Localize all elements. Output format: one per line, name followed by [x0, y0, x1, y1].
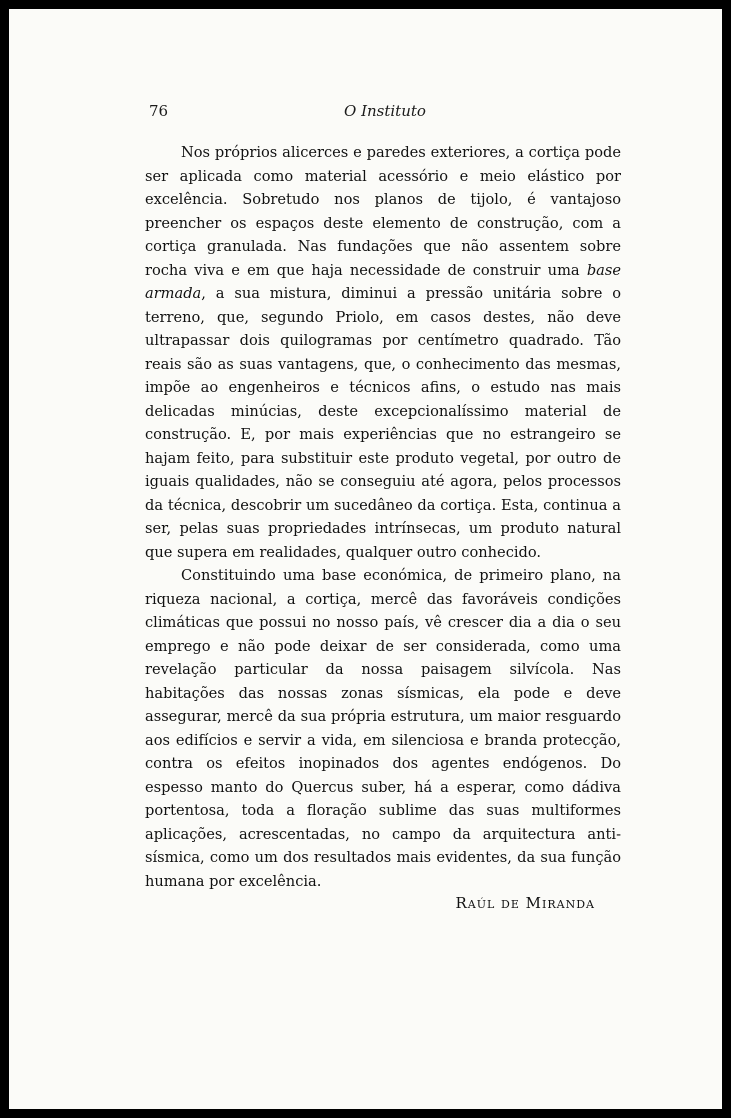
- page-header: [149, 102, 459, 122]
- italic-term: base armada: [145, 261, 621, 302]
- article-body: [145, 141, 621, 893]
- running-title: O Instituto: [344, 102, 426, 120]
- paragraph-1-text-end: , a sua mistura, diminui a pressão unitária sobre o terreno, que, segundo Priolo, em casos destes, não deve ultrapassar dois quilogramas por centímetro quadrado. Tão reais são as suas vantagens, que, o conhecimento das mesmas, impõe ao engenheiros e técnicos afins, o estudo nas mais delicadas minúcias, deste excepcionalíssimo material de construção. E, por mais experiências que no estrangeiro se hajam feito, para substituir este produto vegetal, por outro de iguais qualidades, não se conseguiu até agora, pelos processos da técnica, descobrir um sucedâneo da cortiça. Esta, continua a ser, pelas suas propriedades intrínsecas, um produto natural que supera em realidades, qualquer outro conhecido.: [145, 285, 621, 561]
- paragraph-2: Constituindo uma base económica, de primeiro plano, na riqueza nacional, a cortiça, mercê das favoráveis condições climáticas que possui no nosso país, vê crescer dia a dia o seu emprego e não pode deixar de ser considerada, como uma revelação particular da nossa paisagem silvícola. Nas habitações das nossas zonas sísmicas, ela pode e deve assegurar, mercê da sua própria estrutura, um maior resguardo aos edifícios e servir a vida, em silenciosa e branda protecção, contra os efeitos inopinados dos agentes endógenos. Do espesso manto do Quercus suber, há a esperar, como dádiva portentosa, toda a floração sublime das suas multiformes aplicações, acrescentadas, no campo da arquitectura anti-sísmica, como um dos resultados mais evidentes, da sua função humana por excelência.: [145, 567, 621, 890]
- author-signature: Raúl de Miranda: [455, 894, 595, 912]
- paragraph-1: [145, 141, 621, 564]
- page-number: 76: [149, 102, 169, 120]
- paragraph-1-text-start: Nos próprios alicerces e paredes exteriores, a cortiça pode ser aplicada como material acessório e meio elástico por excelência. Sobretudo nos planos de tijolo, é vantajoso preencher os espaços deste elemento de construção, com a cortiça granulada. Nas fundações que não assentem sobre rocha viva e em que haja necessidade de construir uma: [145, 144, 621, 279]
- document-page: [9, 9, 722, 1109]
